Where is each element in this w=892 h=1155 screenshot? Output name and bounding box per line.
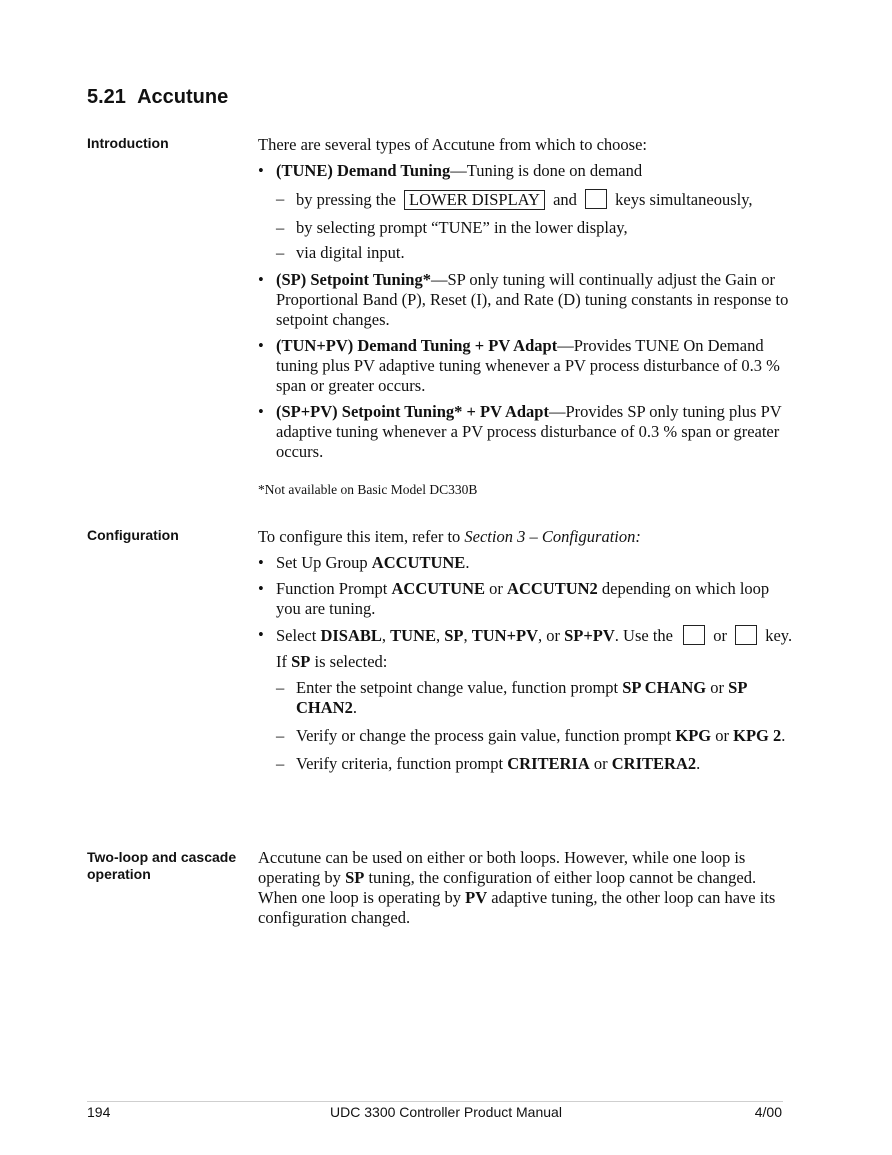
if-suffix: is selected: xyxy=(310,652,388,671)
if-prefix: If xyxy=(276,652,292,671)
bullet-mark: • xyxy=(258,402,264,421)
select-suffix: . Use the xyxy=(614,626,673,645)
setup-prefix: Set Up Group xyxy=(276,553,372,572)
setpoint-tuning-title: (SP) Setpoint Tuning* xyxy=(276,270,431,289)
prompt-kpg-2: KPG 2 xyxy=(733,726,782,745)
two-loop-paragraph xyxy=(258,848,798,928)
prompt-sp-chan2: SP CHAN2 xyxy=(296,678,747,717)
option-tune: TUNE xyxy=(390,626,436,645)
criteria-or: or xyxy=(589,754,612,773)
verify-prefix: Verify or change the process gain value, function prompt xyxy=(296,726,676,745)
introduction-body xyxy=(258,135,798,514)
prompt-kpg: KPG xyxy=(675,726,712,745)
option-sp: SP xyxy=(444,626,464,645)
introduction-lead: There are several types of Accutune from which to choose: xyxy=(258,135,647,154)
bullet-mark: • xyxy=(258,625,264,644)
section-reference: Section 3 – Configuration: xyxy=(464,527,641,546)
prompt-criteria: CRITERIA xyxy=(507,754,590,773)
function-key-icon xyxy=(585,189,607,209)
enter-prefix: Enter the setpoint change value, function prompt xyxy=(296,678,623,697)
footer-divider xyxy=(87,1101,783,1102)
bullet-mark: • xyxy=(258,579,264,598)
if-sp-selected xyxy=(258,652,798,672)
tun-pv-text: —Provides TUNE On Demand tuning plus PV adaptive tuning whenever a PV process disturbance of 0.3 % span or greater occurs. xyxy=(276,336,780,395)
footer-page-number: 194 xyxy=(87,1104,111,1120)
tun-pv-title: (TUN+PV) Demand Tuning + PV Adapt xyxy=(276,336,558,355)
bullet-select-option xyxy=(258,625,798,646)
digital-text: via digital input. xyxy=(296,243,405,262)
dash-pressing-keys xyxy=(258,189,798,210)
two-loop-text-3: adaptive tuning, the other loop can have its configuration changed. xyxy=(258,888,776,927)
lead-prefix: To configure this item, refer to xyxy=(258,527,465,546)
dash-verify-criteria xyxy=(258,754,798,774)
option-tun-pv: TUN+PV xyxy=(471,626,538,645)
introduction-label: Introduction xyxy=(87,135,169,151)
or-separator: , or xyxy=(538,626,565,645)
bullet-mark: • xyxy=(258,336,264,355)
dash-verify-gain xyxy=(258,726,798,746)
function-or: or xyxy=(485,579,508,598)
criteria-suffix: . xyxy=(696,754,701,773)
configuration-label: Configuration xyxy=(87,527,179,543)
two-loop-body xyxy=(258,848,798,928)
option-sp-pv: SP+PV xyxy=(564,626,615,645)
increment-key-icon xyxy=(683,625,705,645)
dash-mark: – xyxy=(276,726,285,745)
bullet-tun-pv xyxy=(258,336,798,396)
dash-prompt xyxy=(258,218,798,238)
select-prefix: Select xyxy=(276,626,321,645)
prompt-sp-chang: SP CHANG xyxy=(622,678,707,697)
enter-or: or xyxy=(706,678,729,697)
select-key-word: key. xyxy=(765,626,793,645)
lower-display-key-icon: LOWER DISPLAY xyxy=(404,190,545,210)
comma: , xyxy=(463,626,472,645)
dash-digital-input xyxy=(258,243,798,263)
bullet-demand-tuning xyxy=(258,161,798,181)
configuration-lead xyxy=(258,527,798,547)
footnote-basic-model: *Not available on Basic Model DC330B xyxy=(258,482,478,497)
dash-mark: – xyxy=(276,243,285,262)
function-prefix: Function Prompt xyxy=(276,579,392,598)
demand-tuning-text: —Tuning is done on demand xyxy=(450,161,643,180)
option-disabl: DISABL xyxy=(320,626,382,645)
section-name: Accutune xyxy=(137,86,229,108)
dash-mark: – xyxy=(276,678,285,697)
bullet-mark: • xyxy=(258,553,264,572)
configuration-body xyxy=(258,527,798,779)
setpoint-tuning-text: —SP only tuning will continually adjust the Gain or Proportional Band (P), Reset (I), and Rate (D) tuning constants in response to setpoint changes. xyxy=(276,270,789,329)
bullet-function-prompt xyxy=(258,579,798,619)
verify-suffix: . xyxy=(781,726,786,745)
function-prompt-1: ACCUTUNE xyxy=(391,579,486,598)
bullet-mark: • xyxy=(258,270,264,289)
section-number: 5.21 xyxy=(87,86,126,108)
dash-mark: – xyxy=(276,189,285,208)
pressing-prefix: by pressing the xyxy=(296,190,396,209)
prompt-text: by selecting prompt “TUNE” in the lower display, xyxy=(296,218,628,237)
footer-date: 4/00 xyxy=(754,1104,782,1120)
function-prompt-2: ACCUTUN2 xyxy=(507,579,598,598)
bullet-sp-pv xyxy=(258,402,798,462)
bullet-setpoint-tuning xyxy=(258,270,798,330)
dash-enter-setpoint xyxy=(258,678,798,718)
bullet-mark: • xyxy=(258,161,264,180)
section-title xyxy=(87,86,228,109)
two-loop-sp: SP xyxy=(345,868,365,887)
demand-tuning-title: (TUNE) Demand Tuning xyxy=(276,161,451,180)
if-sp: SP xyxy=(291,652,311,671)
setup-group-name: ACCUTUNE xyxy=(371,553,466,572)
two-loop-text-1: Accutune can be used on either or both loops. However, while one loop is operating by xyxy=(258,848,746,887)
sp-pv-text: —Provides SP only tuning plus PV adaptive tuning whenever a PV process disturbance of 0.3 % span or greater occurs. xyxy=(276,402,782,461)
function-suffix: depending on which loop you are tuning. xyxy=(276,579,770,618)
two-loop-pv: PV xyxy=(465,888,488,907)
select-or: or xyxy=(713,626,727,645)
two-loop-label-line2: operation xyxy=(87,866,151,882)
two-loop-label xyxy=(87,849,252,883)
criteria-prefix: Verify criteria, function prompt xyxy=(296,754,508,773)
comma: , xyxy=(436,626,445,645)
prompt-critera2: CRITERA2 xyxy=(611,754,697,773)
verify-or: or xyxy=(711,726,734,745)
sp-pv-title: (SP+PV) Setpoint Tuning* + PV Adapt xyxy=(276,402,549,421)
bullet-setup-group xyxy=(258,553,798,573)
pressing-suffix: keys simultaneously, xyxy=(615,190,753,209)
dash-mark: – xyxy=(276,218,285,237)
setup-suffix: . xyxy=(465,553,470,572)
two-loop-text-2: tuning, the configuration of either loop cannot be changed. When one loop is operating by xyxy=(258,868,757,907)
decrement-key-icon xyxy=(735,625,757,645)
two-loop-label-line1: Two-loop and cascade xyxy=(87,849,237,865)
dash-mark: – xyxy=(276,754,285,773)
pressing-and: and xyxy=(553,190,577,209)
comma: , xyxy=(381,626,391,645)
enter-suffix: . xyxy=(352,698,357,717)
footer-manual-title: UDC 3300 Controller Product Manual xyxy=(330,1104,562,1120)
